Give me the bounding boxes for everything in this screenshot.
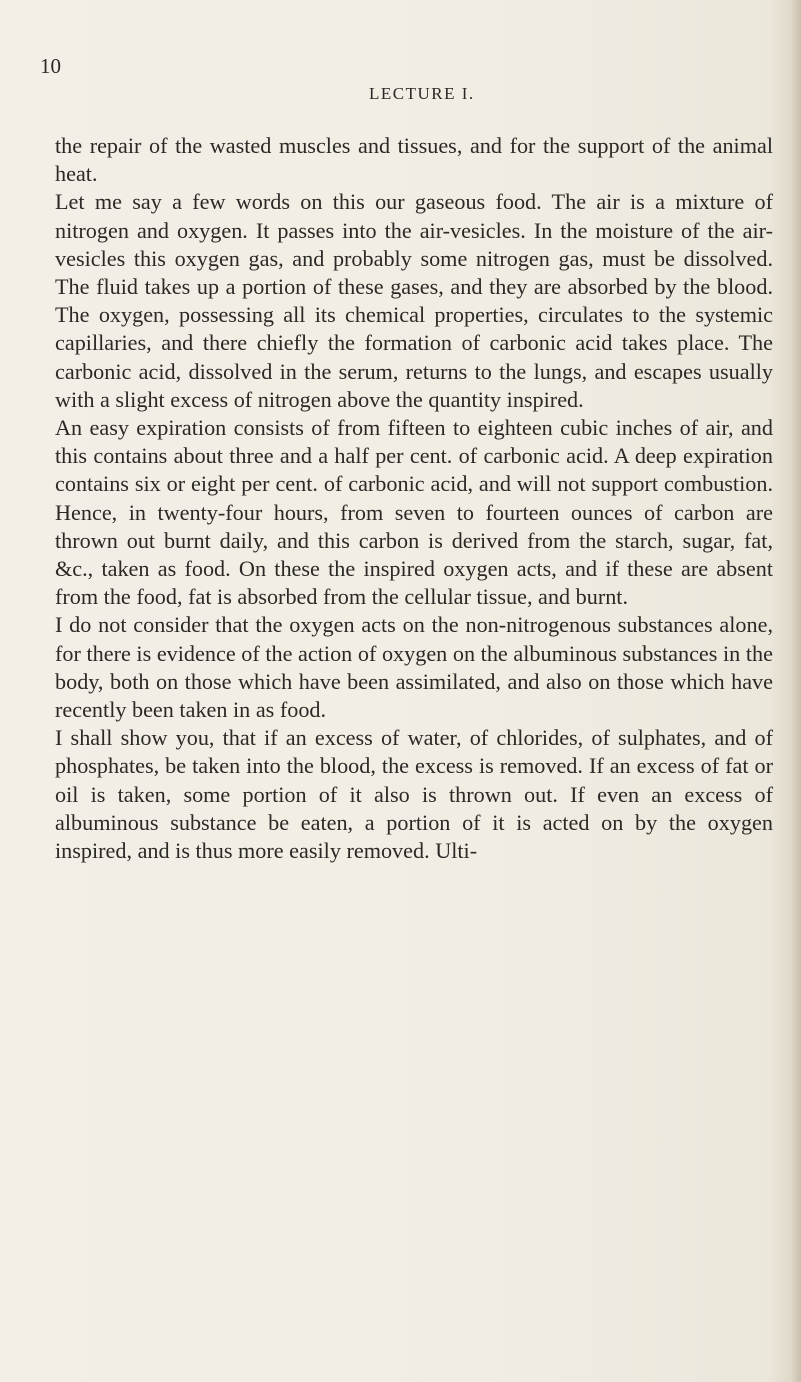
paragraph-5: I shall show you, that if an excess of water, of chlorides, of sulphates, and of phosphates, be taken into the blood, the excess is removed. If an excess of fat or oil is taken, some portion of it also is thrown out. If even an excess of albuminous substance be eaten, a portion of it is acted on by the oxygen inspired, and is thus more easily removed. Ulti- [55,725,773,864]
body-text [55,132,773,865]
paragraph-2: Let me say a few words on this our gaseous food. The air is a mixture of nitrogen and oxygen. It passes into the air-vesicles. In the moisture of the air-vesicles this oxygen gas, and probably some nitrogen gas, must be dissolved. The fluid takes up a portion of these gases, and they are absorbed by the blood. The oxygen, possessing all its chemical properties, circulates to the systemic capillaries, and there chiefly the formation of carbonic acid takes place. The carbonic acid, dissolved in the serum, returns to the lungs, and escapes usually with a slight excess of nitrogen above the quantity inspired. [55,189,773,412]
paragraph-3: An easy expiration consists of from fifteen to eighteen cubic inches of air, and this contains about three and a half per cent. of carbonic acid. A deep expiration contains six or eight per cent. of carbonic acid, and will not support combustion. Hence, in twenty-four hours, from seven to fourteen ounces of carbon are thrown out burnt daily, and this carbon is derived from the starch, sugar, fat, &c., taken as food. On these the inspired oxygen acts, and if these are absent from the food, fat is absorbed from the cellular tissue, and burnt. [55,415,773,610]
running-head: LECTURE I. [369,84,475,103]
page-number: 10 [40,54,61,78]
page-edge-shadow [791,0,801,1382]
paragraph-4: I do not consider that the oxygen acts on the non-nitrogenous substances alone, for there is evidence of the action of oxygen on the albuminous substances in the body, both on those which have been assimilated, and also on those which have recently been taken in as food. [55,612,773,723]
paragraph-1: the repair of the wasted muscles and tissues, and for the support of the animal heat. [55,133,773,187]
